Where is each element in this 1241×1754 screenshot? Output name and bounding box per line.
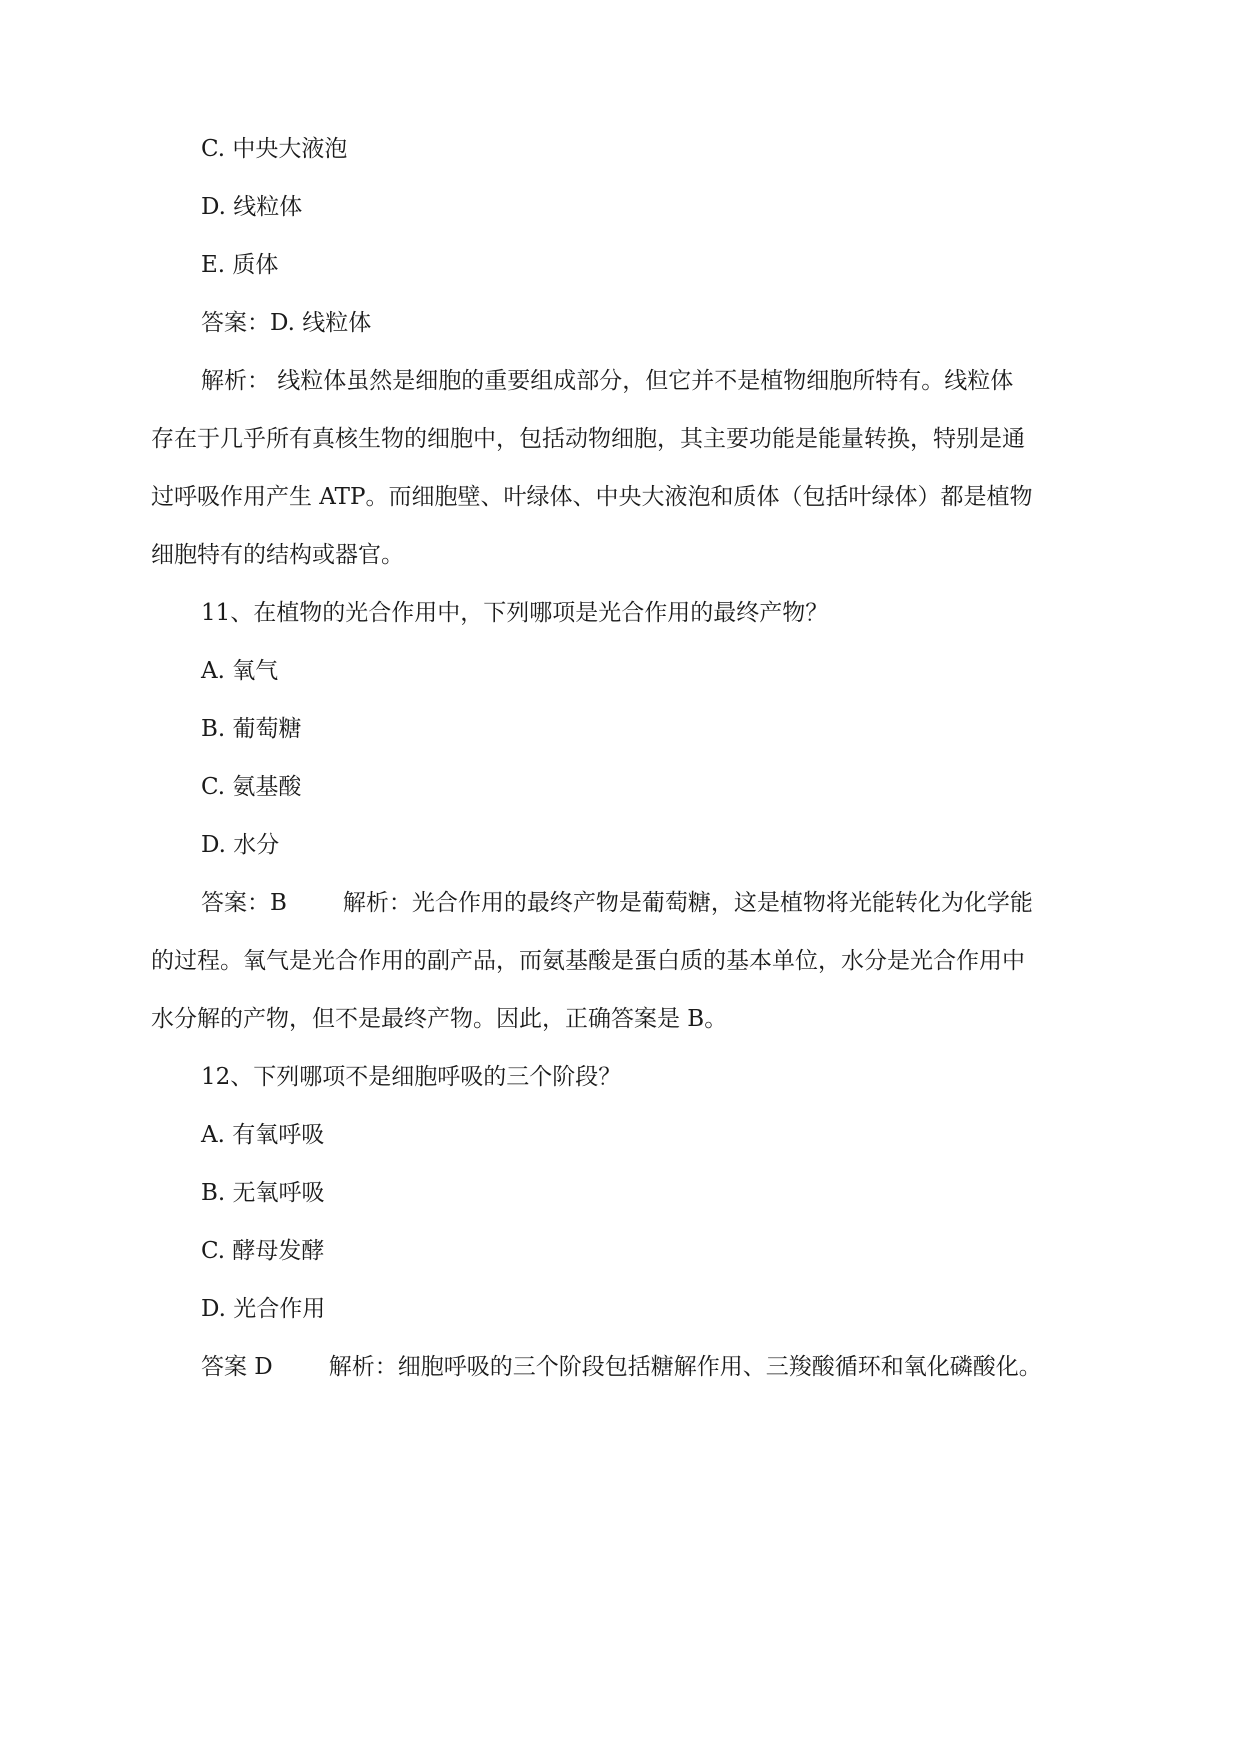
q12-question: 12、下列哪项不是细胞呼吸的三个阶段？ — [201, 1064, 622, 1090]
q11-answer-row — [201, 888, 1033, 918]
q10-analysis-line-2: 存在于几乎所有真核生物的细胞中，包括动物细胞，其主要功能是能量转换，特别是通 — [151, 426, 1025, 452]
q12-option-a: A. 有氧呼吸 — [201, 1122, 325, 1148]
q10-analysis-line-4: 细胞特有的结构或器官。 — [151, 542, 404, 568]
q10-answer: 答案：D. 线粒体 — [201, 310, 372, 336]
q11-answer: 答案：B — [201, 890, 287, 916]
q12-answer-row — [201, 1352, 1042, 1382]
q11-analysis-line-1: 解析：光合作用的最终产物是葡萄糖，这是植物将光能转化为化学能 — [342, 890, 1033, 916]
q11-option-a: A. 氧气 — [201, 658, 279, 684]
q12-analysis: 解析：细胞呼吸的三个阶段包括糖解作用、三羧酸循环和氧化磷酸化。 — [328, 1354, 1042, 1380]
q11-option-b: B. 葡萄糖 — [201, 716, 302, 742]
q11-analysis-line-2: 的过程。氧气是光合作用的副产品，而氨基酸是蛋白质的基本单位，水分是光合作用中 — [151, 948, 1025, 974]
q12-option-b: B. 无氧呼吸 — [201, 1180, 325, 1206]
q10-analysis-line-3: 过呼吸作用产生 ATP。而细胞壁、叶绿体、中央大液泡和质体（包括叶绿体）都是植物 — [151, 484, 1033, 510]
q12-answer: 答案 D — [201, 1354, 273, 1380]
q10-analysis-line-1: 解析： 线粒体虽然是细胞的重要组成部分，但它并不是植物细胞所特有。线粒体 — [201, 368, 1014, 394]
q11-analysis-line-3: 水分解的产物，但不是最终产物。因此，正确答案是 B。 — [151, 1006, 728, 1032]
q11-question: 11、在植物的光合作用中，下列哪项是光合作用的最终产物？ — [201, 600, 829, 626]
q11-option-d: D. 水分 — [201, 832, 280, 858]
q12-option-c: C. 酵母发酵 — [201, 1238, 325, 1264]
q10-option-d: D. 线粒体 — [201, 194, 303, 220]
q12-option-d: D. 光合作用 — [201, 1296, 326, 1322]
q10-option-e: E. 质体 — [201, 252, 279, 278]
q11-option-c: C. 氨基酸 — [201, 774, 302, 800]
q10-option-c: C. 中央大液泡 — [201, 136, 348, 162]
